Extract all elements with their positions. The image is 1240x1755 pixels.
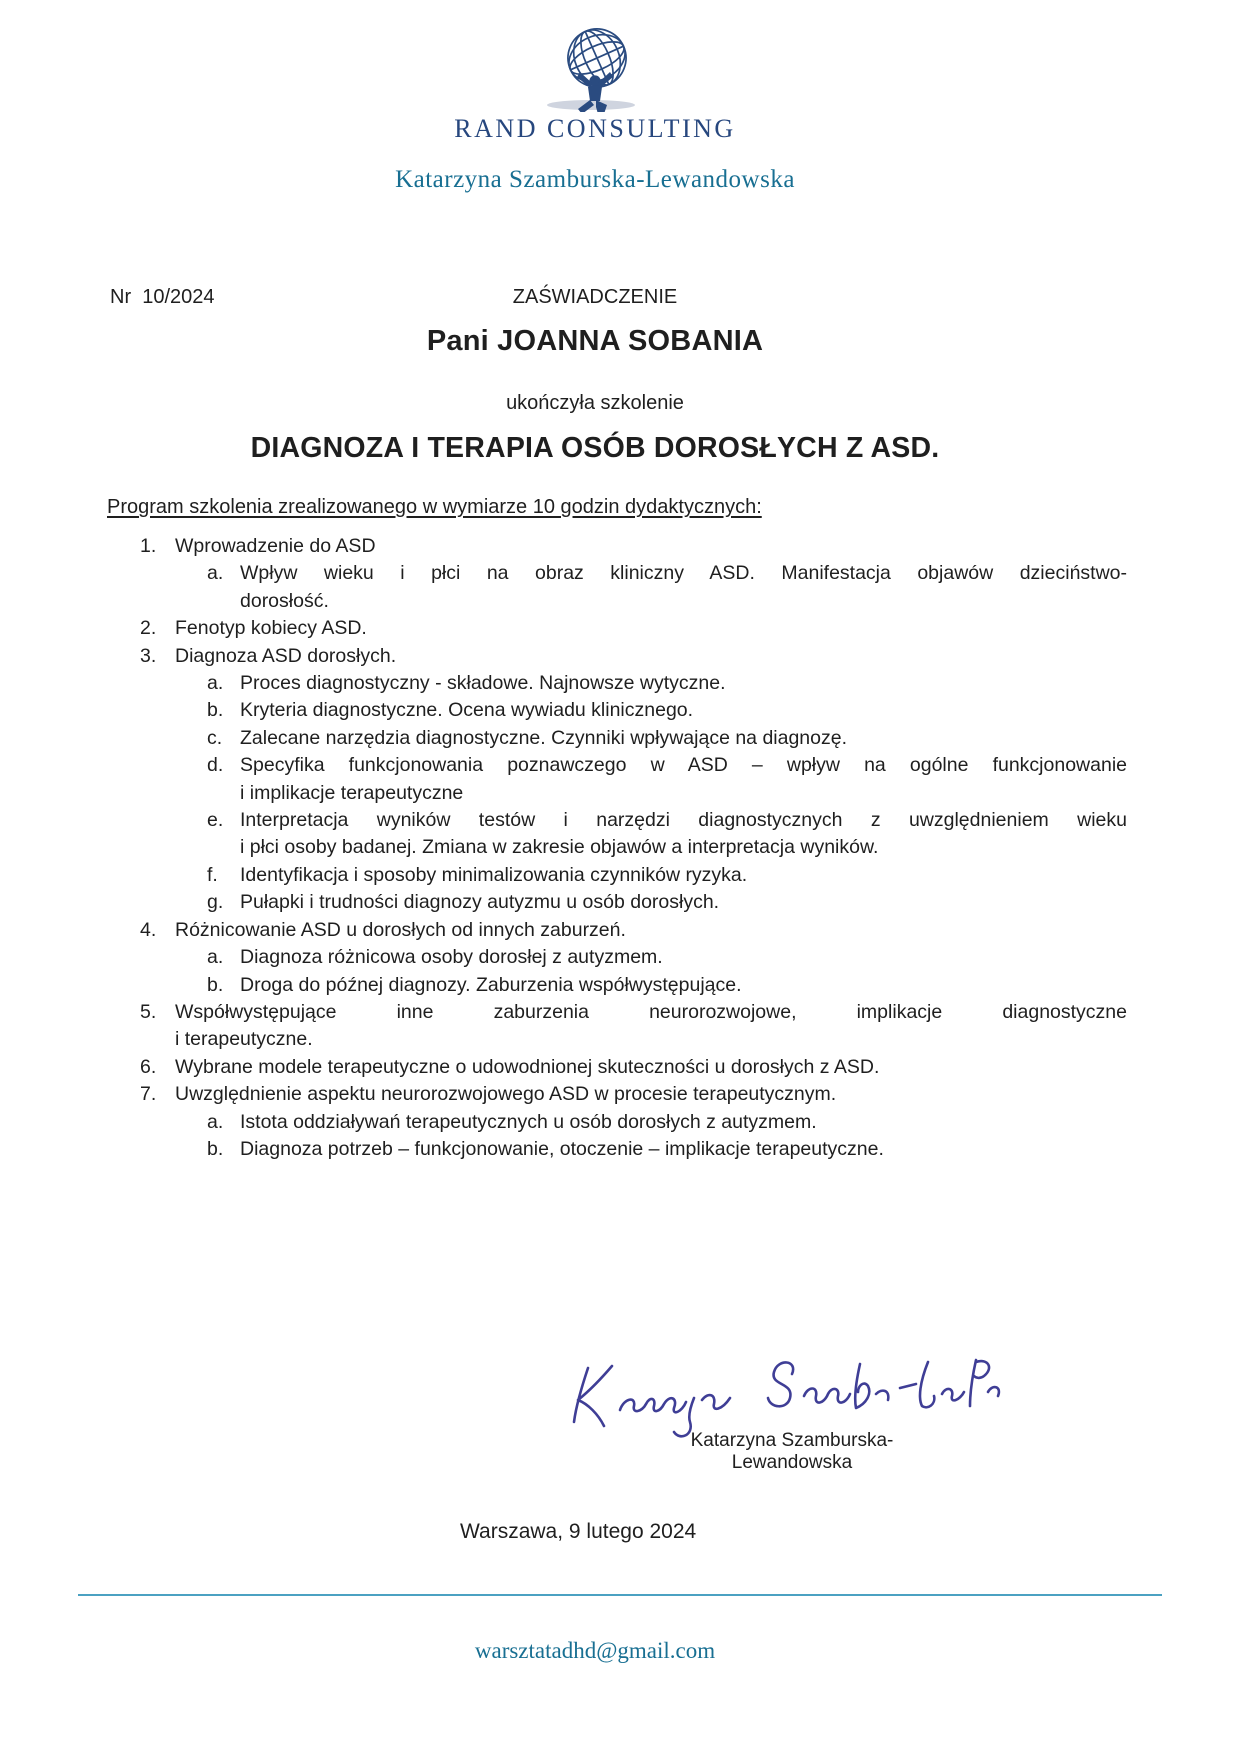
list-item-text: Diagnoza ASD dorosłych. [175, 644, 397, 667]
list-item [107, 697, 1127, 724]
list-item [107, 917, 1127, 944]
list-item [107, 1054, 1127, 1081]
list-item [107, 1136, 1127, 1163]
list-item [107, 643, 1127, 670]
list-item [107, 944, 1127, 971]
list-marker: e. [207, 809, 224, 832]
signatory-printed-name: Katarzyna Szamburska-Lewandowska [690, 1430, 894, 1473]
program-list [107, 533, 1127, 1163]
list-marker: g. [207, 891, 224, 914]
list-item [107, 533, 1127, 560]
list-item [107, 752, 1127, 807]
list-marker: f. [207, 863, 218, 886]
list-item-text: Identyfikacja i sposoby minimalizowania czynników ryzyka. [240, 863, 748, 886]
recipient-name: Pani JOANNA SOBANIA [426, 325, 764, 357]
letterhead [0, 26, 1190, 194]
list-marker: b. [207, 699, 224, 722]
list-item-text: Wybrane modele terapeutyczne o udowodnionej skuteczności u dorosłych z ASD. [175, 1055, 880, 1078]
footer-divider [78, 1594, 1162, 1596]
list-marker: 1. [140, 535, 157, 557]
list-item-text: Istota oddziaływań terapeutycznych u osób dorosłych z autyzmem. [240, 1110, 817, 1133]
list-item [107, 560, 1127, 615]
list-item [107, 999, 1127, 1054]
list-marker: 4. [140, 918, 157, 941]
list-item [107, 807, 1127, 862]
atlas-globe-icon [535, 26, 655, 112]
list-item [107, 862, 1127, 889]
list-item-text: Kryteria diagnostyczne. Ocena wywiadu klinicznego. [240, 699, 694, 722]
list-item-text: Diagnoza potrzeb – funkcjonowanie, otoczenie – implikacje terapeutyczne. [240, 1137, 884, 1160]
list-item-text: Pułapki i trudności diagnozy autyzmu u osób dorosłych. [240, 891, 720, 914]
list-marker: a. [207, 562, 224, 585]
list-item [107, 670, 1127, 697]
list-marker: 3. [140, 644, 157, 667]
signature-scribble-icon [560, 1350, 1012, 1442]
list-marker: b. [207, 1137, 224, 1160]
list-item-text: Interpretacja wyników testów i narzędzi diagnostycznych z uwzględnieniem wieku i płci osoby badanej. Zmiana w zakresie objawów a interpretacja wyników. [240, 809, 1127, 859]
list-item [107, 1081, 1127, 1108]
list-item [107, 1109, 1127, 1136]
list-item-text: Wpływ wieku i płci na obraz kliniczny ASD. Manifestacja objawów dzieciństwo- dorosłość. [240, 562, 1127, 612]
brand-name: RAND CONSULTING [454, 114, 736, 143]
program-heading: Program szkolenia zrealizowanego w wymiarze 10 godzin dydaktycznych: [107, 496, 762, 518]
list-item [107, 615, 1127, 642]
contact-email: warsztatadhd@gmail.com [474, 1638, 716, 1663]
list-item-text: Proces diagnostyczny - składowe. Najnowsze wytyczne. [240, 672, 726, 695]
list-item-text: Współwystępujące inne zaburzenia neurorozwojowe, implikacje diagnostyczne i terapeutyczne. [175, 1000, 1127, 1051]
header-row [0, 286, 1190, 309]
list-marker: b. [207, 973, 224, 996]
list-marker: c. [207, 726, 223, 749]
list-marker: 5. [140, 1000, 157, 1023]
list-marker: 7. [140, 1083, 157, 1106]
list-marker: a. [207, 672, 224, 695]
course-title: DIAGNOZA I TERAPIA OSÓB DOROSŁYCH Z ASD. [250, 432, 940, 464]
signature-block [560, 1350, 1012, 1442]
list-item [107, 889, 1127, 916]
list-item-text: Diagnoza różnicowa osoby dorosłej z autyzmem. [240, 946, 663, 969]
list-marker: a. [207, 946, 224, 969]
document-type-title: ZAŚWIADCZENIE [512, 286, 678, 308]
list-marker: d. [207, 754, 224, 777]
list-item [107, 972, 1127, 999]
list-item-text: Uwzględnienie aspektu neurorozwojowego ASD w procesie terapeutycznym. [175, 1083, 837, 1106]
list-marker: a. [207, 1110, 224, 1133]
certificate-number: Nr 10/2024 [110, 286, 215, 308]
list-item-text: Zalecane narzędzia diagnostyczne. Czynniki wpływające na diagnozę. [240, 726, 848, 749]
list-item [107, 725, 1127, 752]
list-item-text: Fenotyp kobiecy ASD. [175, 617, 367, 640]
list-item-text: Specyfika funkcjonowania poznawczego w ASD – wpływ na ogólne funkcjonowanie i implikacje terapeutyczne [240, 754, 1127, 804]
letterhead-owner-name: Katarzyna Szamburska-Lewandowska [395, 166, 795, 193]
completed-text: ukończyła szkolenie [506, 392, 684, 414]
list-marker: 2. [140, 617, 157, 640]
list-item-text: Różnicowanie ASD u dorosłych od innych zaburzeń. [175, 918, 626, 941]
list-marker: 6. [140, 1055, 157, 1078]
list-item-text: Wprowadzenie do ASD [175, 535, 376, 557]
place-and-date: Warszawa, 9 lutego 2024 [460, 1520, 697, 1543]
list-item-text: Droga do późnej diagnozy. Zaburzenia współwystępujące. [240, 973, 742, 996]
